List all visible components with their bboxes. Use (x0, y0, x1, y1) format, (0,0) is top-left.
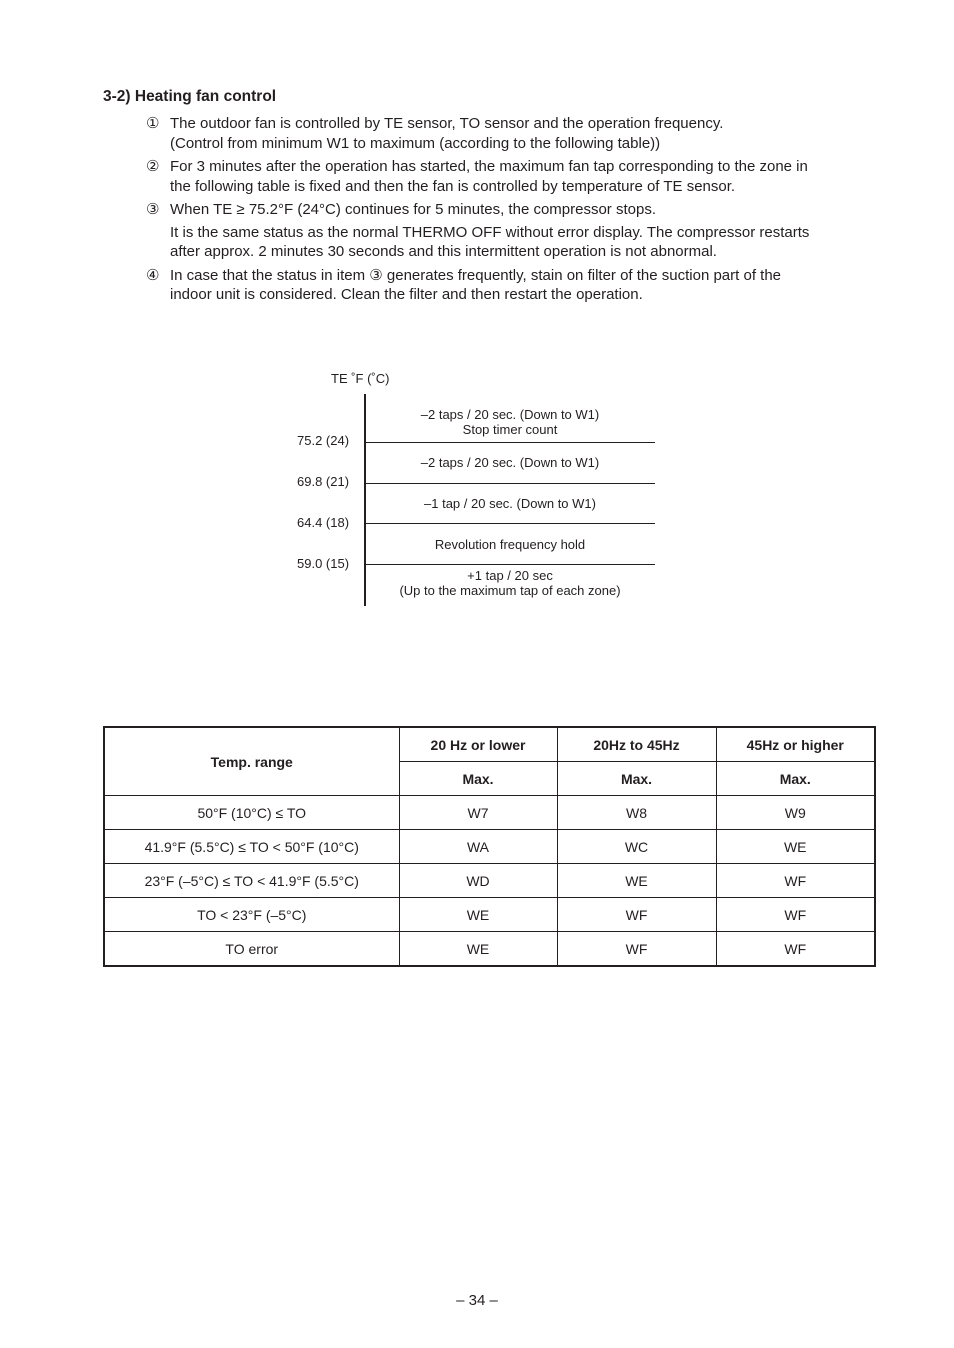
item-list (146, 114, 876, 309)
table-cell: WE (716, 830, 875, 864)
table-header-row (104, 727, 875, 762)
list-item (146, 114, 876, 153)
diagram-axis-label: TE ˚F (˚C) (331, 371, 390, 386)
table-cell: WA (399, 830, 557, 864)
table-cell: WF (716, 932, 875, 967)
threshold-label: 59.0 (15) (297, 556, 350, 571)
zone-text: Stop timer count (462, 422, 558, 437)
item-text: In case that the status in item ③ generates frequently, stain on filter of the suction part of the (170, 266, 782, 284)
item-text: It is the same status as the normal THERMO OFF without error display. The compressor restarts (170, 223, 810, 241)
item-number: ① (146, 115, 160, 132)
zone-text: +1 tap / 20 sec (467, 568, 553, 583)
table-row (104, 830, 875, 864)
list-item (146, 266, 876, 305)
table-cell: WC (557, 830, 716, 864)
table-cell: W9 (716, 796, 875, 830)
table-cell: TO < 23°F (–5°C) (104, 898, 399, 932)
item-number: ② (146, 158, 160, 175)
page-number: – 34 – (456, 1292, 498, 1309)
column-header: 20 Hz or lower (399, 727, 557, 762)
zone-label (365, 496, 655, 511)
zone-text: (Up to the maximum tap of each zone) (399, 583, 621, 598)
zone-text: –1 tap / 20 sec. (Down to W1) (424, 496, 596, 511)
item-text: (Control from minimum W1 to maximum (according to the following table)) (170, 134, 661, 152)
table-cell: W8 (557, 796, 716, 830)
zone-text: –2 taps / 20 sec. (Down to W1) (420, 455, 600, 470)
zone-label (365, 407, 655, 437)
table-cell: 50°F (10°C) ≤ TO (104, 796, 399, 830)
zone-text: –2 taps / 20 sec. (Down to W1) (420, 407, 600, 422)
column-subheader: Max. (716, 762, 875, 796)
column-header: 45Hz or higher (716, 727, 875, 762)
item-text: When TE ≥ 75.2°F (24°C) continues for 5 minutes, the compressor stops. (170, 201, 656, 218)
table-cell: TO error (104, 932, 399, 967)
table-cell: 23°F (–5°C) ≤ TO < 41.9°F (5.5°C) (104, 864, 399, 898)
section-heading: 3-2) Heating fan control (103, 88, 277, 105)
fan-tap-table (103, 726, 876, 967)
item-number: ④ (146, 266, 160, 284)
threshold-line (365, 523, 655, 524)
threshold-label: 69.8 (21) (297, 474, 350, 489)
threshold-line (365, 483, 655, 484)
column-header: 20Hz to 45Hz (557, 727, 716, 762)
table-cell: 41.9°F (5.5°C) ≤ TO < 50°F (10°C) (104, 830, 399, 864)
table-cell: W7 (399, 796, 557, 830)
column-subheader: Max. (399, 762, 557, 796)
column-header: Temp. range (104, 727, 399, 796)
diagram-axis-line (364, 394, 366, 606)
table-cell: WD (399, 864, 557, 898)
item-text: For 3 minutes after the operation has started, the maximum fan tap corresponding to the zone in (170, 158, 808, 175)
threshold-label: 75.2 (24) (297, 433, 350, 448)
list-item (146, 200, 876, 262)
table-cell: WF (557, 898, 716, 932)
table-cell: WE (399, 932, 557, 967)
item-text: The outdoor fan is controlled by TE sensor, TO sensor and the operation frequency. (170, 115, 724, 132)
zone-label (365, 568, 655, 598)
table-row (104, 932, 875, 967)
table-cell: WF (716, 864, 875, 898)
item-text: the following table is fixed and then the fan is controlled by temperature of TE sensor. (170, 177, 736, 195)
list-item (146, 157, 876, 196)
column-subheader: Max. (557, 762, 716, 796)
table-row (104, 796, 875, 830)
item-number: ③ (146, 201, 160, 218)
table-cell: WF (716, 898, 875, 932)
item-text: after approx. 2 minutes 30 seconds and this intermittent operation is not abnormal. (170, 243, 717, 260)
table-row (104, 864, 875, 898)
table-row (104, 898, 875, 932)
zone-label (365, 537, 655, 552)
table-cell: WF (557, 932, 716, 967)
zone-label (365, 455, 655, 470)
zone-text: Revolution frequency hold (434, 537, 586, 552)
item-text: indoor unit is considered. Clean the filter and then restart the operation. (170, 286, 643, 303)
threshold-label: 64.4 (18) (297, 515, 350, 530)
threshold-line (365, 564, 655, 565)
table-cell: WE (557, 864, 716, 898)
table-cell: WE (399, 898, 557, 932)
threshold-line (365, 442, 655, 443)
